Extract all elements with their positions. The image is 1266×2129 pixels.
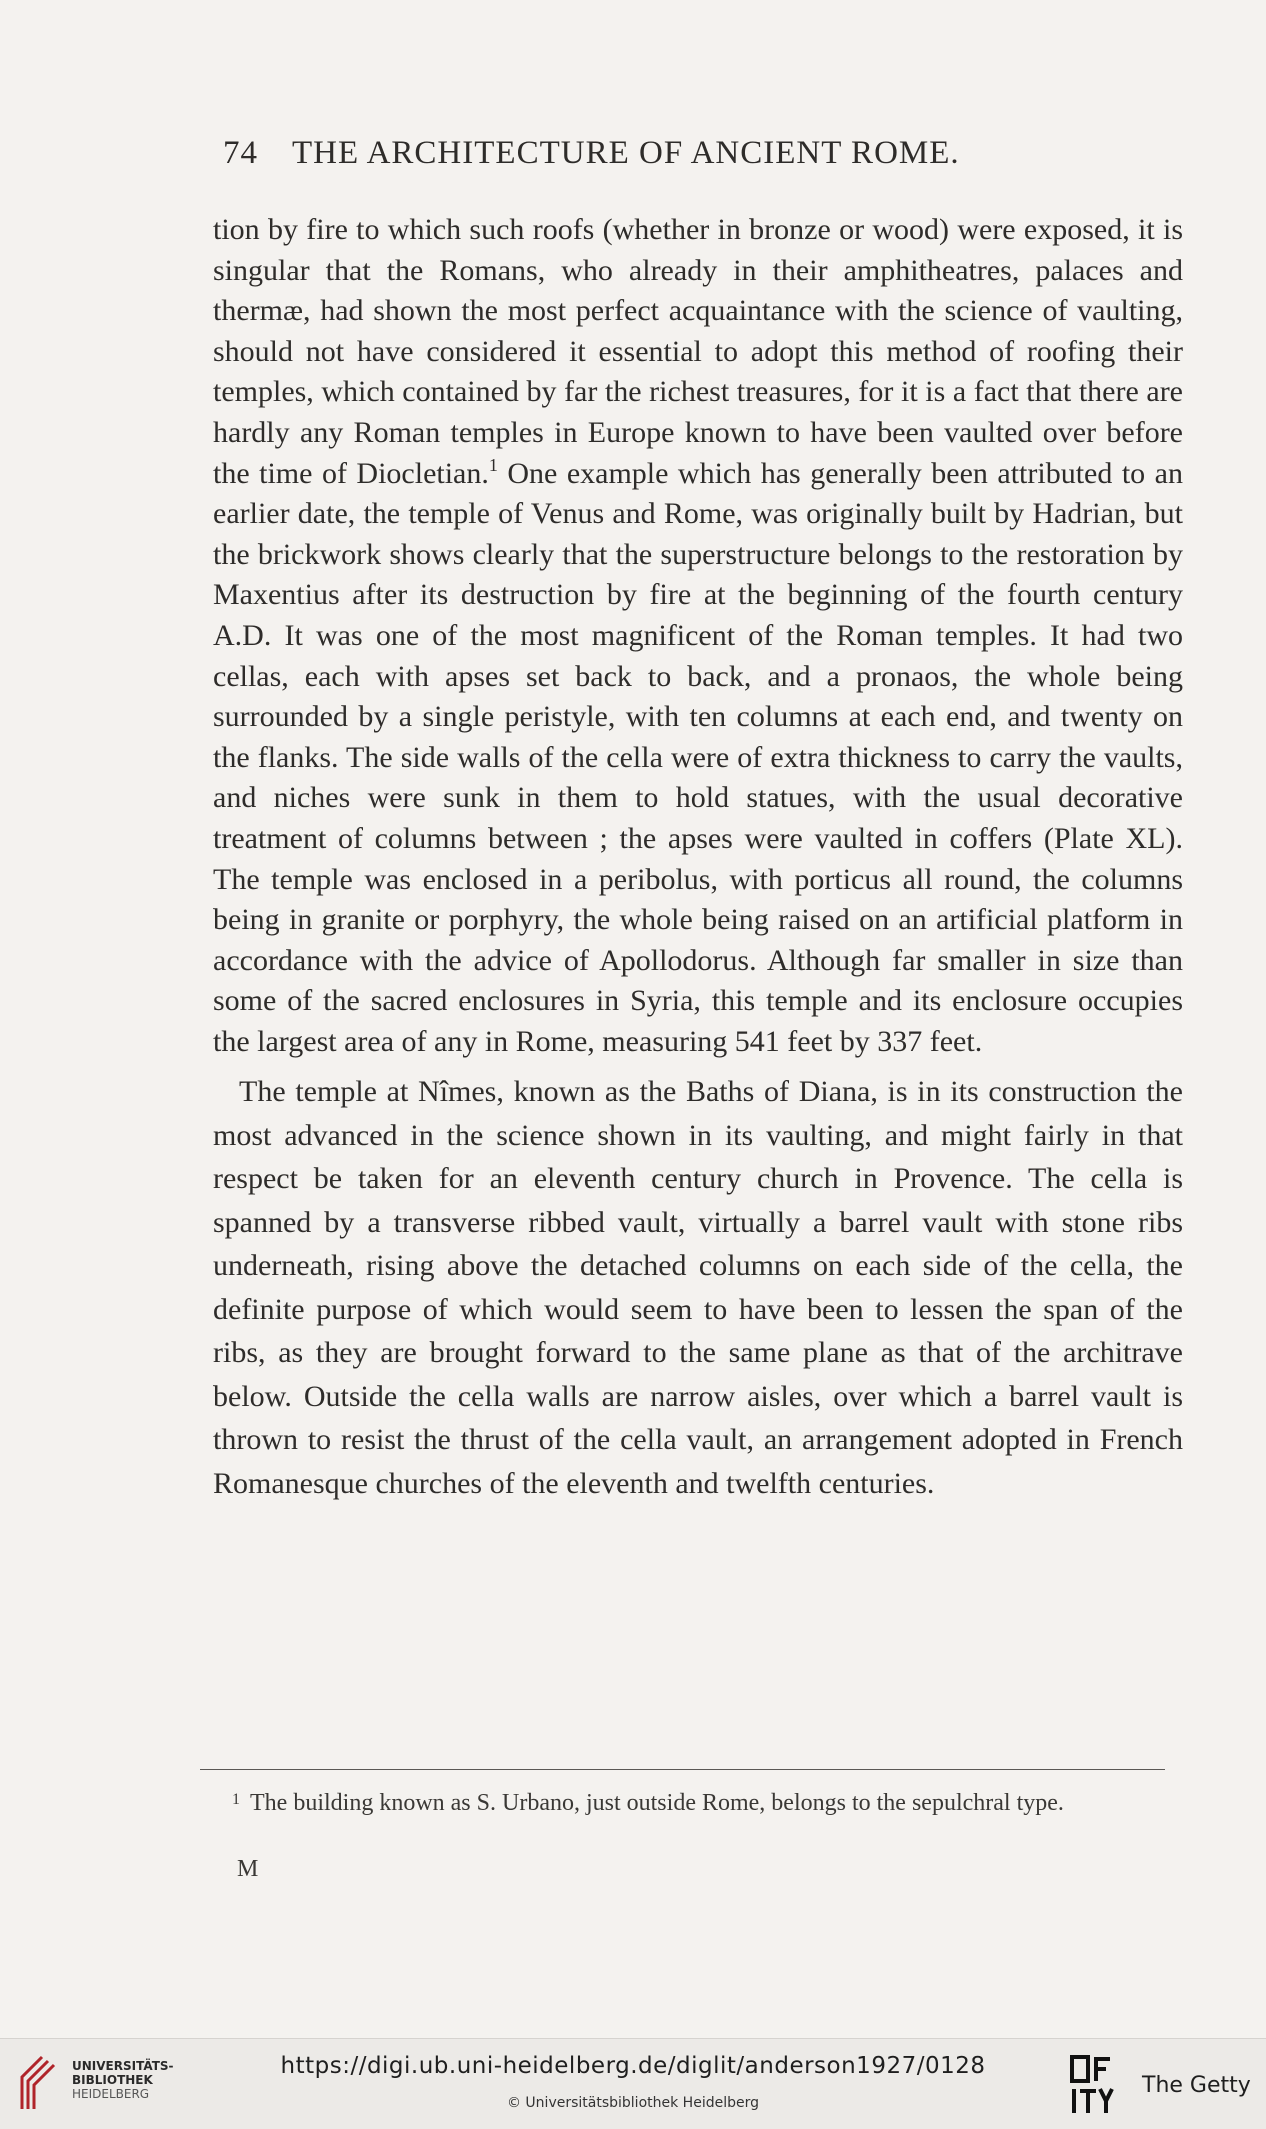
copyright-notice: © Universitätsbibliothek Heidelberg — [506, 2095, 759, 2111]
paragraph-1 — [213, 210, 1183, 1062]
library-line-2: BIBLIOTHEK — [72, 2073, 153, 2087]
running-head — [223, 135, 1083, 172]
era-abbreviation: A.D. — [213, 618, 272, 652]
paragraph-1-part-c: It was one of the most magnificent of the Roman temples. It had two cellas, each with apses set back to back, and a pronaos, the whole being surrounded by a single peristyle, with ten columns at each end, and twenty on the flanks. The side walls of the cella were of extra thickness to carry the vaults, and niches were sunk in them to hold statues, with the usual decorative treatment of columns between ; the apses were vaulted in coffers (Plate XL). The temple was enclosed in a peribolus, with porticus all round, the columns being in granite or porphyry, the whole being raised on an artificial platform in accordance with the advice of Apollodorus. Although far smaller in size than some of the sacred enclosures in Syria, this temple and its enclosure occupies the largest area of any in Rome, measuring 541 feet by 337 feet. — [213, 618, 1183, 1058]
library-line-3: HEIDELBERG — [72, 2087, 150, 2101]
partner-name: The Getty — [1142, 2073, 1251, 2098]
paragraph-2: The temple at Nîmes, known as the Baths of Diana, is in its construction the most advanced in the science shown in its vaulting, and might fairly in that respect be taken for an eleventh century church in Provence. The cella is spanned by a transverse ribbed vault, virtually a barrel vault with stone ribs underneath, rising above the detached columns on each side of the cella, the definite purpose of which would seem to have been to lessen the span of the ribs, as they are brought forward to the same plane as that of the architrave below. Outside the cella walls are narrow aisles, over which a barrel vault is thrown to resist the thrust of the cella vault, an arrangement adopted in French Romanesque churches of the eleventh and twelfth centuries. — [213, 1075, 1183, 1500]
running-title: THE ARCHITECTURE OF ANCIENT ROME. — [292, 135, 960, 171]
page-number: 74 — [223, 135, 258, 171]
library-line-1: UNIVERSITÄTS- — [72, 2059, 174, 2073]
footnote-divider — [200, 1769, 1165, 1770]
footnote — [200, 1785, 1165, 1818]
body-text — [213, 210, 1183, 1505]
footnote-number: 1 — [232, 1791, 240, 1808]
paragraph-1-part-b: One example which has generally been attributed to an earlier date, the temple of Venus and Rome, was originally built by Hadrian, but the brickwork shows clearly that the superstructure belongs to the restoration by Maxentius after its destruction by fire at the beginning of the fourth century — [213, 456, 1183, 612]
signature-mark: M — [237, 1856, 259, 1882]
viewer-footer — [0, 2038, 1266, 2129]
footnote-text: The building known as S. Urbano, just outside Rome, belongs to the sepulchral type. — [250, 1790, 1064, 1816]
getty-logo-icon[interactable] — [1068, 2053, 1116, 2117]
permalink-url[interactable]: https://digi.ub.uni-heidelberg.de/diglit/anderson1927/0128 — [280, 2053, 986, 2079]
paragraph-1-part-a: tion by fire to which such roofs (whether in bronze or wood) were exposed, it is singular that the Romans, who already in their amphitheatres, palaces and thermæ, had shown the most perfect acquaintance with the science of vaulting, should not have considered it essential to adopt this method of roofing their temples, which contained by far the richest treasures, for it is a fact that there are hardly any Roman temples in Europe known to have been vaulted over before the time of Diocletian. — [213, 213, 1183, 490]
footnote-ref[interactable]: 1 — [488, 454, 498, 475]
